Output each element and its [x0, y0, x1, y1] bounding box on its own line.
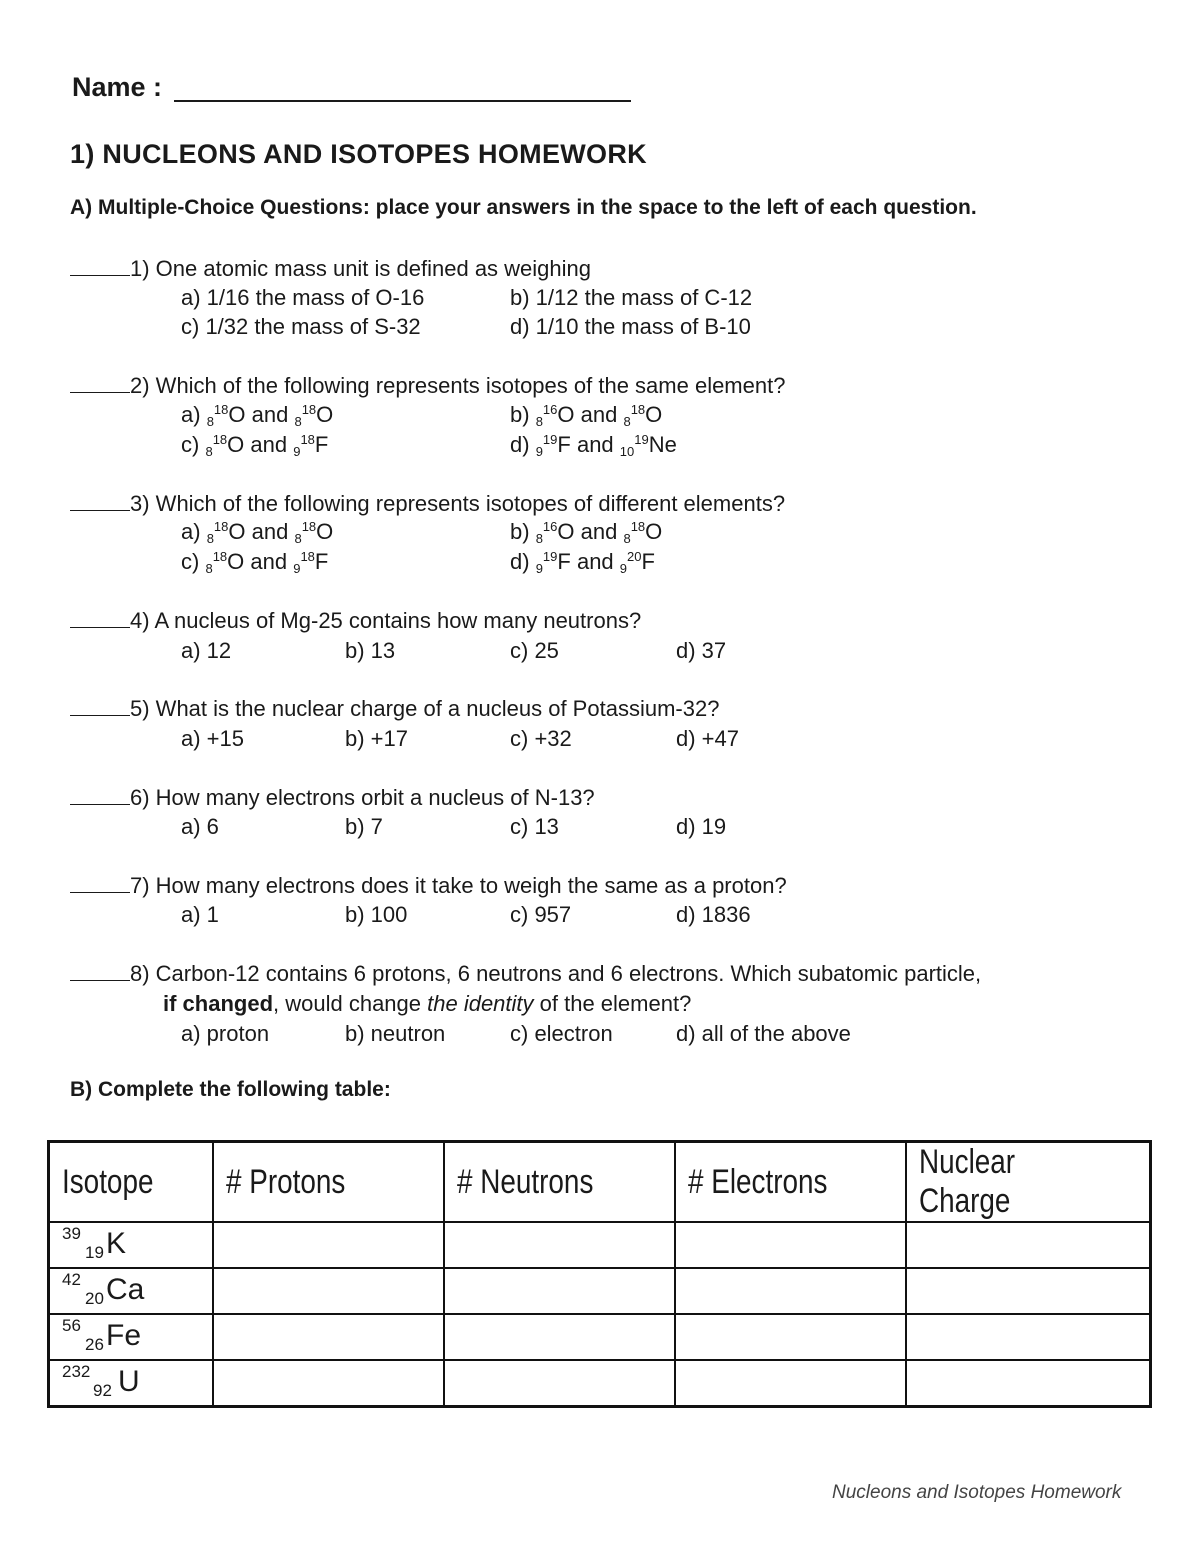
- isotope-cell: 232 92 U: [49, 1360, 214, 1407]
- answer-blank-1[interactable]: [70, 255, 130, 276]
- section-b-heading: B) Complete the following table:: [70, 1078, 391, 1101]
- q5-option-c: c) +32: [510, 726, 572, 751]
- question-2-stem: 2) Which of the following represents isotopes of the same element?: [130, 373, 786, 398]
- table-row: [49, 1360, 1151, 1407]
- q4-option-d: d) 37: [676, 638, 727, 663]
- question-4-stem: 4) A nucleus of Mg-25 contains how many neutrons?: [130, 608, 642, 633]
- isotope-cell: 39 19 K: [49, 1222, 214, 1268]
- name-answer-line[interactable]: [174, 100, 631, 102]
- q6-option-d: d) 19: [676, 814, 727, 839]
- q6-option-b: b) 7: [345, 814, 383, 839]
- question-3: [70, 489, 785, 519]
- q3-option-a: a) $_8^{18}$O and $_8^{18}$O: [181, 519, 334, 546]
- q7-option-b: b) 100: [345, 902, 408, 927]
- question-2: [70, 371, 785, 401]
- neutrons-input-cell[interactable]: [444, 1360, 675, 1407]
- col-nuclear-charge: Nuclear Charge: [906, 1142, 1151, 1223]
- protons-input-cell[interactable]: [213, 1222, 444, 1268]
- charge-input-cell[interactable]: [906, 1222, 1151, 1268]
- q5-option-b: b) +17: [345, 726, 408, 751]
- q8-option-a: a) proton: [181, 1021, 270, 1046]
- isotope-cell: 56 26 Fe: [49, 1314, 214, 1360]
- q7-option-c: c) 957: [510, 902, 572, 927]
- question-8-stem: 8) Carbon-12 contains 6 protons, 6 neutrons and 6 electrons. Which subatomic particle,: [130, 961, 982, 986]
- neutrons-input-cell[interactable]: [444, 1222, 675, 1268]
- q5-option-d: d) +47: [676, 726, 739, 751]
- q2-option-a: a) $_8^{18}$O and $_8^{18}$O: [181, 402, 334, 429]
- q8-option-c: c) electron: [510, 1021, 613, 1046]
- q4-option-c: c) 25: [510, 638, 559, 663]
- q2-option-b: b) $_8^{16}$O and $_8^{18}$O: [510, 402, 663, 429]
- answer-blank-5[interactable]: [70, 695, 130, 716]
- question-7: [70, 871, 787, 901]
- q2-option-d: d) $_9^{19}$F and $_{10}^{19}$Ne: [510, 432, 677, 459]
- electrons-input-cell[interactable]: [675, 1222, 906, 1268]
- q1-option-d: d) 1/10 the mass of B-10: [510, 314, 751, 339]
- question-8: [70, 959, 981, 989]
- electrons-input-cell[interactable]: [675, 1268, 906, 1314]
- question-7-stem: 7) How many electrons does it take to weigh the same as a proton?: [130, 873, 787, 898]
- table-header-row: [49, 1142, 1151, 1223]
- neutrons-input-cell[interactable]: [444, 1314, 675, 1360]
- answer-blank-4[interactable]: [70, 607, 130, 628]
- q1-option-a: a) 1/16 the mass of O-16: [181, 285, 425, 310]
- table-row: [49, 1268, 1151, 1314]
- answer-blank-6[interactable]: [70, 784, 130, 805]
- col-isotope: Isotope: [49, 1142, 214, 1223]
- q5-option-a: a) +15: [181, 726, 244, 751]
- protons-input-cell[interactable]: [213, 1268, 444, 1314]
- q8-emphasis-bold: if changed: [163, 991, 274, 1016]
- question-4: [70, 606, 641, 636]
- q4-option-a: a) 12: [181, 638, 232, 663]
- q3-option-b: b) $_8^{16}$O and $_8^{18}$O: [510, 519, 663, 546]
- page-footer: Nucleons and Isotopes Homework: [832, 1482, 1122, 1503]
- q7-option-d: d) 1836: [676, 902, 751, 927]
- q4-option-b: b) 13: [345, 638, 396, 663]
- table-row: [49, 1314, 1151, 1360]
- question-6-stem: 6) How many electrons orbit a nucleus of N-13?: [130, 785, 595, 810]
- q8-option-b: b) neutron: [345, 1021, 446, 1046]
- col-protons: # Protons: [213, 1142, 444, 1223]
- question-5: [70, 694, 719, 724]
- q3-option-c: c) $_8^{18}$O and $_9^{18}$F: [181, 549, 329, 576]
- q1-option-c: c) 1/32 the mass of S-32: [181, 314, 421, 339]
- question-5-stem: 5) What is the nuclear charge of a nucleus of Potassium-32?: [130, 696, 720, 721]
- question-8-line-2: if changed, would change the identity of the element?: [163, 991, 692, 1016]
- charge-input-cell[interactable]: [906, 1314, 1151, 1360]
- question-6: [70, 783, 595, 813]
- charge-input-cell[interactable]: [906, 1360, 1151, 1407]
- answer-blank-2[interactable]: [70, 372, 130, 393]
- protons-input-cell[interactable]: [213, 1360, 444, 1407]
- question-1-stem: 1) One atomic mass unit is defined as weighing: [130, 256, 592, 281]
- table-row: [49, 1222, 1151, 1268]
- q7-option-a: a) 1: [181, 902, 219, 927]
- isotope-table: [47, 1140, 1152, 1408]
- q6-option-a: a) 6: [181, 814, 219, 839]
- q8-option-d: d) all of the above: [676, 1021, 851, 1046]
- charge-input-cell[interactable]: [906, 1268, 1151, 1314]
- q1-option-b: b) 1/12 the mass of C-12: [510, 285, 753, 310]
- electrons-input-cell[interactable]: [675, 1360, 906, 1407]
- name-label: Name :: [72, 72, 163, 102]
- question-1: [70, 254, 591, 284]
- answer-blank-7[interactable]: [70, 872, 130, 893]
- q3-option-d: d) $_9^{19}$F and $_9^{20}$F: [510, 549, 655, 576]
- answer-blank-3[interactable]: [70, 490, 130, 511]
- q8-emphasis-italic: the identity: [427, 991, 534, 1016]
- protons-input-cell[interactable]: [213, 1314, 444, 1360]
- col-neutrons: # Neutrons: [444, 1142, 675, 1223]
- neutrons-input-cell[interactable]: [444, 1268, 675, 1314]
- section-a-heading: A) Multiple-Choice Questions: place your answers in the space to the left of each question.: [70, 196, 977, 219]
- question-3-stem: 3) Which of the following represents isotopes of different elements?: [130, 491, 786, 516]
- isotope-cell: 42 20 Ca: [49, 1268, 214, 1314]
- q6-option-c: c) 13: [510, 814, 559, 839]
- q2-option-c: c) $_8^{18}$O and $_9^{18}$F: [181, 432, 329, 459]
- answer-blank-8[interactable]: [70, 960, 130, 981]
- page-title: 1) NUCLEONS AND ISOTOPES HOMEWORK: [70, 139, 647, 169]
- col-electrons: # Electrons: [675, 1142, 906, 1223]
- electrons-input-cell[interactable]: [675, 1314, 906, 1360]
